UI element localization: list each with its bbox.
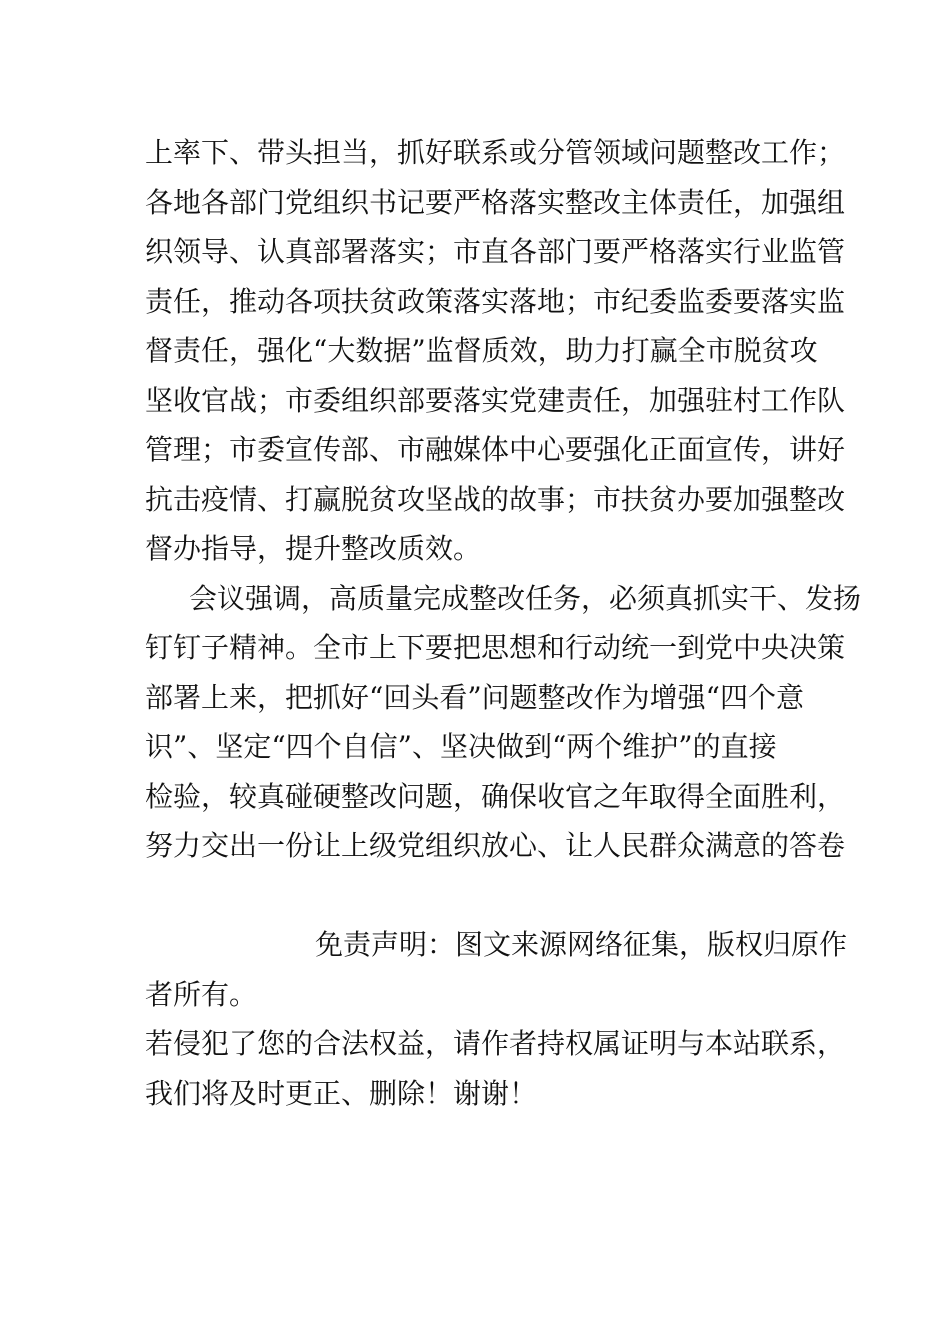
text-line: 免责声明：图文来源网络征集，版权归原作 <box>315 928 848 961</box>
text-line: 上率下、带头担当，抓好联系或分管领域问题整改工作； <box>145 136 846 169</box>
paragraph-meeting-emphasis <box>145 574 862 871</box>
disclaimer <box>145 920 848 1118</box>
text-line: 责任，推动各项扶贫政策落实落地；市纪委监委要落实监 <box>145 284 846 318</box>
text-line: 会议强调，高质量完成整改任务，必须真抓实干、发扬 <box>189 581 862 615</box>
text-line: 督办指导，提升整改质效。 <box>145 532 482 565</box>
text-line: 检验，较真碰硬整改问题，确保收官之年取得全面胜利， <box>145 779 846 813</box>
text-line: 钉钉子精神。全市上下要把思想和行动统一到党中央决策 <box>145 631 846 664</box>
text-line: 各地各部门党组织书记要严格落实整改主体责任，加强组 <box>145 185 846 219</box>
text-line: 坚收官战；市委组织部要落实党建责任，加强驻村工作队 <box>145 383 846 417</box>
paragraph-continuation <box>145 128 846 574</box>
text-line: 者所有。 <box>145 977 258 1011</box>
text-line: 努力交出一份让上级党组织放心、让人民群众满意的答卷 <box>145 829 846 862</box>
text-line: 管理；市委宣传部、市融媒体中心要强化正面宣传，讲好 <box>145 433 846 466</box>
text-line: 抗击疫情、打赢脱贫攻坚战的故事；市扶贫办要加强整改 <box>145 482 846 516</box>
text-line: 识”、坚定“四个自信”、坚决做到“两个维护”的直接 <box>145 730 777 763</box>
blank-line <box>145 871 805 921</box>
text-line: 我们将及时更正、删除！谢谢！ <box>145 1076 538 1110</box>
text-line: 织领导、认真部署落实；市直各部门要严格落实行业监管 <box>145 235 846 268</box>
text-line: 督责任，强化“大数据”监督质效，助力打赢全市脱贫攻 <box>145 334 818 367</box>
text-line: 若侵犯了您的合法权益，请作者持权属证明与本站联系， <box>145 1027 846 1060</box>
document-body <box>145 128 862 1118</box>
text-line: 部署上来，把抓好“回头看”问题整改作为增强“四个意 <box>145 680 804 714</box>
